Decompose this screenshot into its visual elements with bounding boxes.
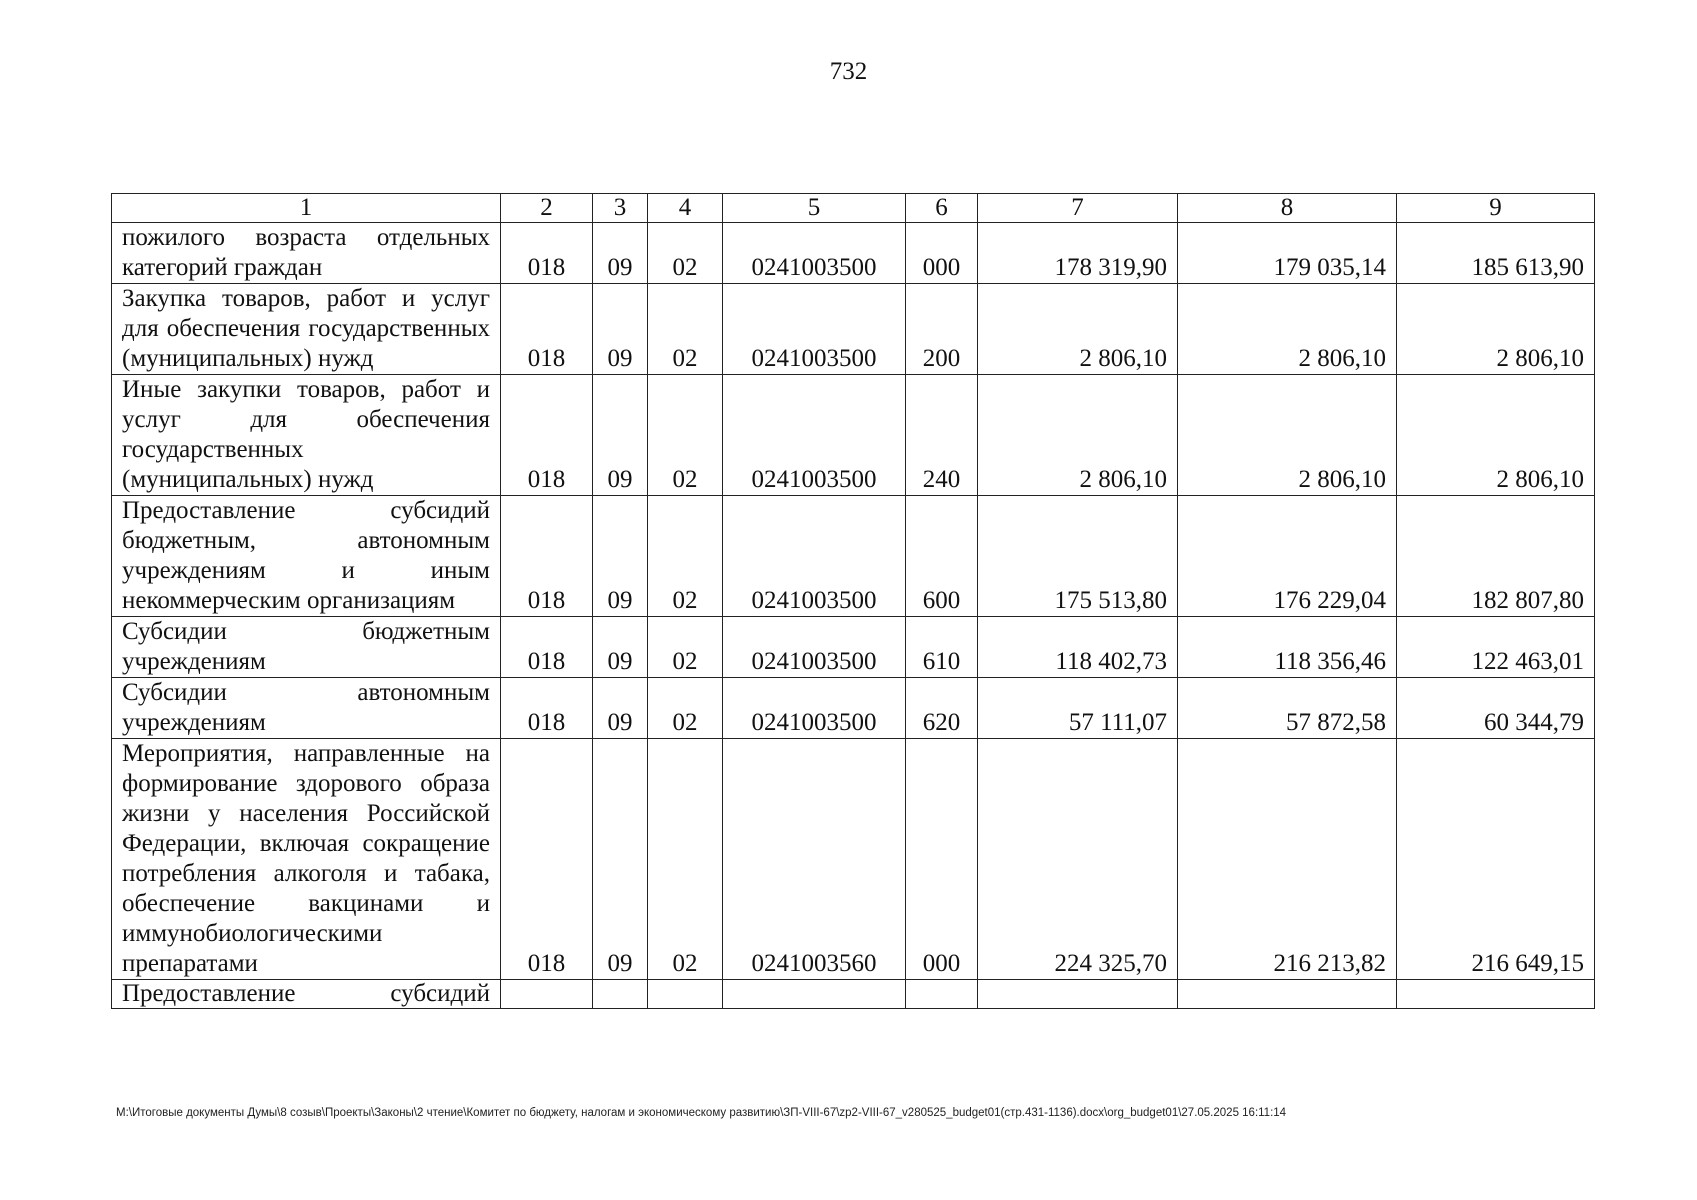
table-row bbox=[112, 284, 1595, 375]
row-value-9: 60 344,79 bbox=[1397, 678, 1595, 739]
table-row bbox=[112, 496, 1595, 617]
row-ministry-code: 018 bbox=[501, 284, 593, 375]
header-cell-3: 3 bbox=[593, 194, 648, 223]
row-expense-type: 240 bbox=[906, 375, 978, 496]
row-value-9: 185 613,90 bbox=[1397, 223, 1595, 284]
row-value-8: 118 356,46 bbox=[1178, 617, 1397, 678]
budget-table bbox=[111, 193, 1595, 1009]
row-ministry-code: 018 bbox=[501, 617, 593, 678]
row-subsection-code: 02 bbox=[648, 496, 723, 617]
row-target-code: 0241003500 bbox=[723, 617, 906, 678]
table-row bbox=[112, 678, 1595, 739]
row-value-7: 2 806,10 bbox=[978, 284, 1178, 375]
row-ministry-code bbox=[501, 980, 593, 1009]
row-expense-type: 200 bbox=[906, 284, 978, 375]
table-row bbox=[112, 739, 1595, 980]
row-expense-type: 620 bbox=[906, 678, 978, 739]
row-section-code: 09 bbox=[593, 284, 648, 375]
header-cell-9: 9 bbox=[1397, 194, 1595, 223]
row-value-7: 118 402,73 bbox=[978, 617, 1178, 678]
header-cell-6: 6 bbox=[906, 194, 978, 223]
row-expense-type: 600 bbox=[906, 496, 978, 617]
row-value-8: 57 872,58 bbox=[1178, 678, 1397, 739]
row-description: Предоставление субсидий bbox=[112, 980, 501, 1009]
row-value-7: 224 325,70 bbox=[978, 739, 1178, 980]
footer-file-path: M:\Итоговые документы Думы\8 созыв\Проекты\Законы\2 чтение\Комитет по бюджету, налогам и экономическому развитию\ЗП-VIII-67\zp2-VIII-67_v280525_budget01(стр.431-1136).docx\org_budget01\27.05.2025 16:11:14 bbox=[116, 1107, 1287, 1119]
row-section-code: 09 bbox=[593, 617, 648, 678]
row-ministry-code: 018 bbox=[501, 375, 593, 496]
page-number: 732 bbox=[829, 58, 868, 85]
table-header bbox=[112, 194, 1595, 223]
row-description: Закупка товаров, работ и услуг для обеспечения государственных (муниципальных) нужд bbox=[112, 284, 501, 375]
row-subsection-code: 02 bbox=[648, 375, 723, 496]
row-value-9: 216 649,15 bbox=[1397, 739, 1595, 980]
row-value-8: 216 213,82 bbox=[1178, 739, 1397, 980]
row-expense-type: 610 bbox=[906, 617, 978, 678]
row-value-7: 57 111,07 bbox=[978, 678, 1178, 739]
table-row bbox=[112, 617, 1595, 678]
row-section-code bbox=[593, 980, 648, 1009]
row-target-code: 0241003500 bbox=[723, 223, 906, 284]
row-description: Иные закупки товаров, работ и услуг для обеспечения государственных (муниципальных) нужд bbox=[112, 375, 501, 496]
row-expense-type: 000 bbox=[906, 739, 978, 980]
row-value-8 bbox=[1178, 980, 1397, 1009]
header-cell-5: 5 bbox=[723, 194, 906, 223]
row-target-code bbox=[723, 980, 906, 1009]
row-value-8: 2 806,10 bbox=[1178, 375, 1397, 496]
table-row bbox=[112, 223, 1595, 284]
header-cell-2: 2 bbox=[501, 194, 593, 223]
row-value-8: 2 806,10 bbox=[1178, 284, 1397, 375]
header-row bbox=[112, 194, 1595, 223]
row-value-9: 122 463,01 bbox=[1397, 617, 1595, 678]
row-ministry-code: 018 bbox=[501, 223, 593, 284]
row-value-8: 176 229,04 bbox=[1178, 496, 1397, 617]
row-section-code: 09 bbox=[593, 678, 648, 739]
row-target-code: 0241003500 bbox=[723, 496, 906, 617]
row-value-9: 2 806,10 bbox=[1397, 284, 1595, 375]
row-section-code: 09 bbox=[593, 739, 648, 980]
table-row bbox=[112, 980, 1595, 1009]
row-value-7 bbox=[978, 980, 1178, 1009]
row-value-8: 179 035,14 bbox=[1178, 223, 1397, 284]
row-ministry-code: 018 bbox=[501, 496, 593, 617]
row-subsection-code: 02 bbox=[648, 678, 723, 739]
header-cell-1: 1 bbox=[112, 194, 501, 223]
row-section-code: 09 bbox=[593, 223, 648, 284]
header-cell-7: 7 bbox=[978, 194, 1178, 223]
row-target-code: 0241003500 bbox=[723, 284, 906, 375]
table-row bbox=[112, 375, 1595, 496]
row-description: Субсидии бюджетным учреждениям bbox=[112, 617, 501, 678]
row-subsection-code: 02 bbox=[648, 284, 723, 375]
table-body bbox=[112, 223, 1595, 1009]
row-value-9: 182 807,80 bbox=[1397, 496, 1595, 617]
row-value-9 bbox=[1397, 980, 1595, 1009]
row-target-code: 0241003500 bbox=[723, 678, 906, 739]
row-value-7: 2 806,10 bbox=[978, 375, 1178, 496]
row-description: Мероприятия, направленные на формирование здорового образа жизни у населения Российской Федерации, включая сокращение потребления алкоголя и табака, обеспечение вакцинами и иммунобиологическими препаратами bbox=[112, 739, 501, 980]
row-description: Предоставление субсидий бюджетным, автономным учреждениям и иным некоммерческим организациям bbox=[112, 496, 501, 617]
row-description: пожилого возраста отдельных категорий граждан bbox=[112, 223, 501, 284]
row-target-code: 0241003560 bbox=[723, 739, 906, 980]
row-section-code: 09 bbox=[593, 496, 648, 617]
row-ministry-code: 018 bbox=[501, 739, 593, 980]
row-value-7: 178 319,90 bbox=[978, 223, 1178, 284]
row-value-9: 2 806,10 bbox=[1397, 375, 1595, 496]
row-section-code: 09 bbox=[593, 375, 648, 496]
row-expense-type: 000 bbox=[906, 223, 978, 284]
row-expense-type bbox=[906, 980, 978, 1009]
row-subsection-code: 02 bbox=[648, 223, 723, 284]
row-ministry-code: 018 bbox=[501, 678, 593, 739]
row-target-code: 0241003500 bbox=[723, 375, 906, 496]
row-subsection-code: 02 bbox=[648, 739, 723, 980]
row-description: Субсидии автономным учреждениям bbox=[112, 678, 501, 739]
row-subsection-code: 02 bbox=[648, 617, 723, 678]
row-value-7: 175 513,80 bbox=[978, 496, 1178, 617]
header-cell-4: 4 bbox=[648, 194, 723, 223]
header-cell-8: 8 bbox=[1178, 194, 1397, 223]
row-subsection-code bbox=[648, 980, 723, 1009]
